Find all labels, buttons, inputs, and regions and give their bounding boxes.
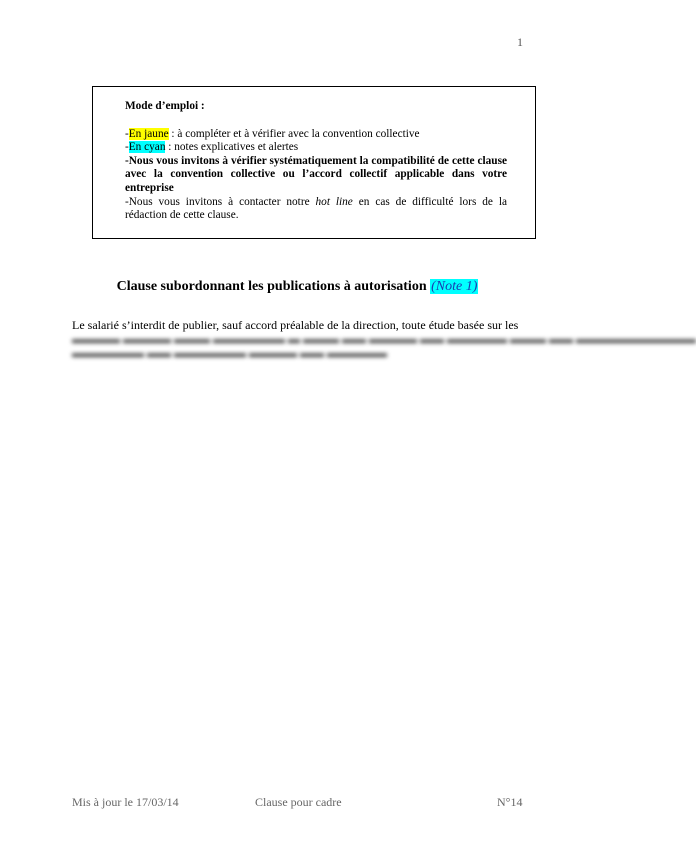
- instruction-cyan: [125, 141, 507, 155]
- instruction-yellow-prefix: -: [125, 127, 129, 140]
- yellow-highlight: En jaune: [128, 127, 169, 140]
- instruction-cyan-text: : notes explicatives et alertes: [165, 141, 299, 154]
- cyan-highlight: En cyan: [128, 141, 166, 154]
- page-number: 1: [517, 35, 523, 49]
- hot-line-text: hot line: [315, 195, 353, 208]
- instruction-cyan-prefix: -: [125, 141, 129, 154]
- note-link[interactable]: (Note 1): [431, 279, 478, 294]
- blurred-text-line-1: ▬▬▬▬ ▬▬▬▬ ▬▬▬ ▬▬▬▬▬▬ ▬ ▬▬▬ ▬▬ ▬▬▬▬ ▬▬ ▬▬▬▬▬ ▬▬▬ ▬▬ ▬▬▬▬▬▬▬▬▬▬: [72, 332, 696, 346]
- instruction-hotline-start: -Nous vous invitons à contacter notre: [125, 195, 316, 208]
- footer-number: N°14: [497, 795, 523, 809]
- instruction-hotline: [125, 196, 507, 223]
- instruction-hotline-end: en cas de difficulté lors de la rédaction de cette clause.: [125, 195, 507, 222]
- footer-updated: Mis à jour le 17/03/14: [72, 795, 179, 809]
- clause-title: [0, 279, 595, 295]
- instructions-title: Mode d’emploi :: [125, 100, 205, 112]
- footer-title: Clause pour cadre: [255, 795, 342, 809]
- instruction-compatibility: -Nous vous invitons à vérifier systématiquement la compatibilité de cette clause avec la convention collective ou l’accord collectif applicable dans votre entreprise: [125, 154, 507, 194]
- instructions-box: [92, 86, 536, 239]
- instruction-yellow: [125, 128, 507, 142]
- blurred-text-line-2: ▬▬▬▬▬▬ ▬▬ ▬▬▬▬▬▬ ▬▬▬▬ ▬▬ ▬▬▬▬▬: [72, 346, 387, 360]
- clause-body: Le salarié s’interdit de publier, sauf accord préalable de la direction, toute étude basée sur les: [72, 318, 519, 332]
- clause-title-text: Clause subordonnant les publications à autorisation: [116, 279, 427, 294]
- instruction-yellow-text: : à compléter et à vérifier avec la convention collective: [168, 127, 420, 140]
